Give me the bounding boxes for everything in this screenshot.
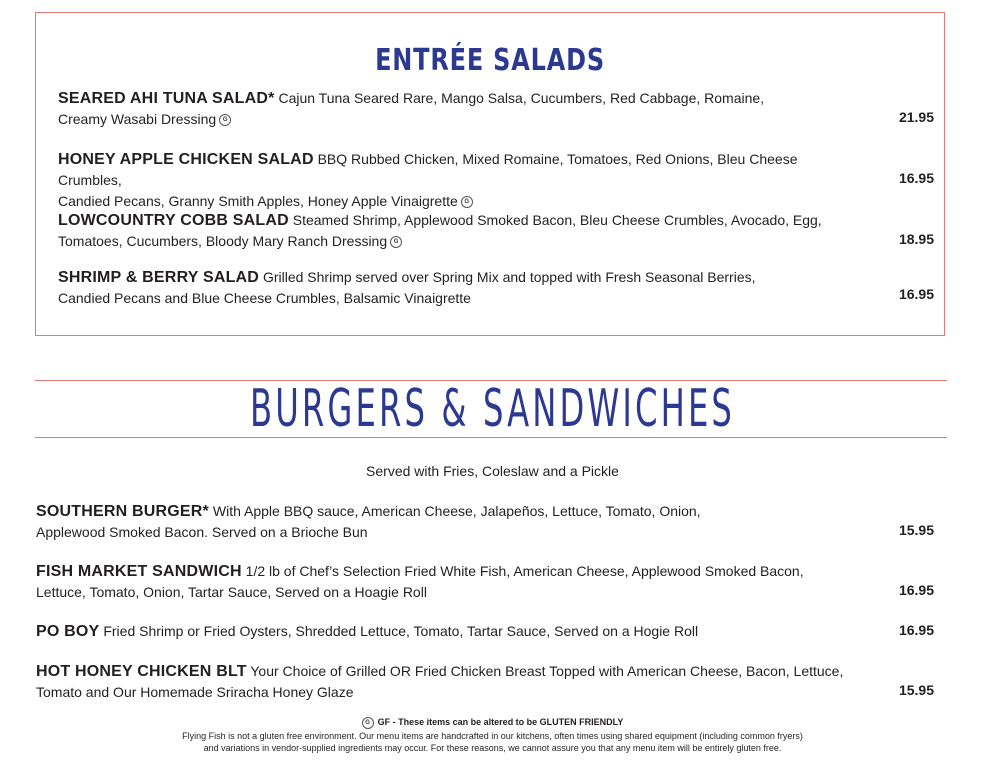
item-desc-line2: Creamy Wasabi Dressing <box>58 111 217 127</box>
item-name: LOWCOUNTRY COBB SALAD <box>58 212 289 229</box>
item-name: SEARED AHI TUNA SALAD* <box>58 90 275 107</box>
item-desc: Grilled Shrimp served over Spring Mix and topped with Fresh Seasonal Berries, <box>259 269 756 285</box>
item-desc: Steamed Shrimp, Applewood Smoked Bacon, Bleu Cheese Crumbles, Avocado, Egg, <box>288 212 822 228</box>
item-desc-line2: Tomato and Our Homemade Sriracha Honey Glaze <box>36 684 354 700</box>
item-desc-line2: Lettuce, Tomato, Onion, Tartar Sauce, Served on a Hoagie Roll <box>36 584 427 600</box>
item-desc: BBQ Rubbed Chicken, Mixed Romaine, Tomatoes, Red Onions, Bleu Cheese Crumbles, <box>58 151 798 188</box>
gf-icon: G <box>219 114 231 126</box>
menu-item-seared-ahi <box>58 88 858 130</box>
menu-item-hot-honey-blt <box>36 661 866 703</box>
item-price: 16.95 <box>898 170 934 186</box>
item-desc: With Apple BBQ sauce, American Cheese, Jalapeños, Lettuce, Tomato, Onion, <box>209 503 701 519</box>
menu-item-honey-apple <box>58 149 858 212</box>
disclaimer-line-1: Flying Fish is not a gluten free environment. Our menu items are handcrafted in our kitchens, often times using shared equipment (including common fryers) <box>182 731 803 741</box>
burgers-title: BURGERS & SANDWICHES <box>249 379 736 439</box>
item-desc-line2: Candied Pecans and Blue Cheese Crumbles, Balsamic Vinaigrette <box>58 290 471 306</box>
disclaimer-line-2: and variations in vendor-supplied ingredients may occur. For these reasons, we cannot assure you that any menu item will be entirely gluten free. <box>203 743 782 753</box>
gf-icon: G <box>390 236 402 248</box>
salads-title: ENTRÉE SALADS <box>375 43 605 78</box>
item-price: 18.95 <box>898 231 934 247</box>
item-price: 16.95 <box>898 582 934 598</box>
item-desc-line2: Applewood Smoked Bacon. Served on a Brioche Bun <box>36 524 368 540</box>
served-with-note: Served with Fries, Coleslaw and a Pickle <box>366 463 619 479</box>
item-price: 15.95 <box>898 682 934 698</box>
menu-item-po-boy <box>36 621 866 642</box>
item-name: SOUTHERN BURGER* <box>36 503 209 520</box>
item-price: 15.95 <box>898 522 934 538</box>
gf-icon: G <box>461 196 473 208</box>
menu-item-lowcountry-cobb <box>58 210 858 252</box>
item-desc-line2: Tomatoes, Cucumbers, Bloody Mary Ranch Dressing <box>58 233 388 249</box>
item-price: 21.95 <box>898 109 934 125</box>
item-desc: Cajun Tuna Seared Rare, Mango Salsa, Cucumbers, Red Cabbage, Romaine, <box>274 90 765 106</box>
item-price: 16.95 <box>898 286 934 302</box>
item-desc: 1/2 lb of Chef’s Selection Fried White Fish, American Cheese, Applewood Smoked Bacon, <box>241 563 804 579</box>
item-name: PO BOY <box>36 623 100 640</box>
item-name: HOT HONEY CHICKEN BLT <box>36 663 247 680</box>
item-name: SHRIMP & BERRY SALAD <box>58 269 260 286</box>
item-name: FISH MARKET SANDWICH <box>36 563 242 580</box>
menu-item-southern-burger <box>36 501 866 543</box>
item-desc: Your Choice of Grilled OR Fried Chicken Breast Topped with American Cheese, Bacon, Lettuce, <box>246 663 844 679</box>
gf-legend <box>0 716 985 729</box>
gf-icon: G <box>362 717 374 729</box>
item-desc-line2: Candied Pecans, Granny Smith Apples, Honey Apple Vinaigrette <box>58 193 458 209</box>
divider-bottom <box>35 437 947 438</box>
menu-item-shrimp-berry <box>58 267 858 309</box>
item-desc: Fried Shrimp or Fried Oysters, Shredded Lettuce, Tomato, Tartar Sauce, Served on a Hogie Roll <box>99 623 699 639</box>
item-name: HONEY APPLE CHICKEN SALAD <box>58 151 314 168</box>
menu-item-fish-market <box>36 561 866 603</box>
item-price: 16.95 <box>898 622 934 638</box>
gf-legend-text: GF - These items can be altered to be GLUTEN FRIENDLY <box>377 717 624 727</box>
